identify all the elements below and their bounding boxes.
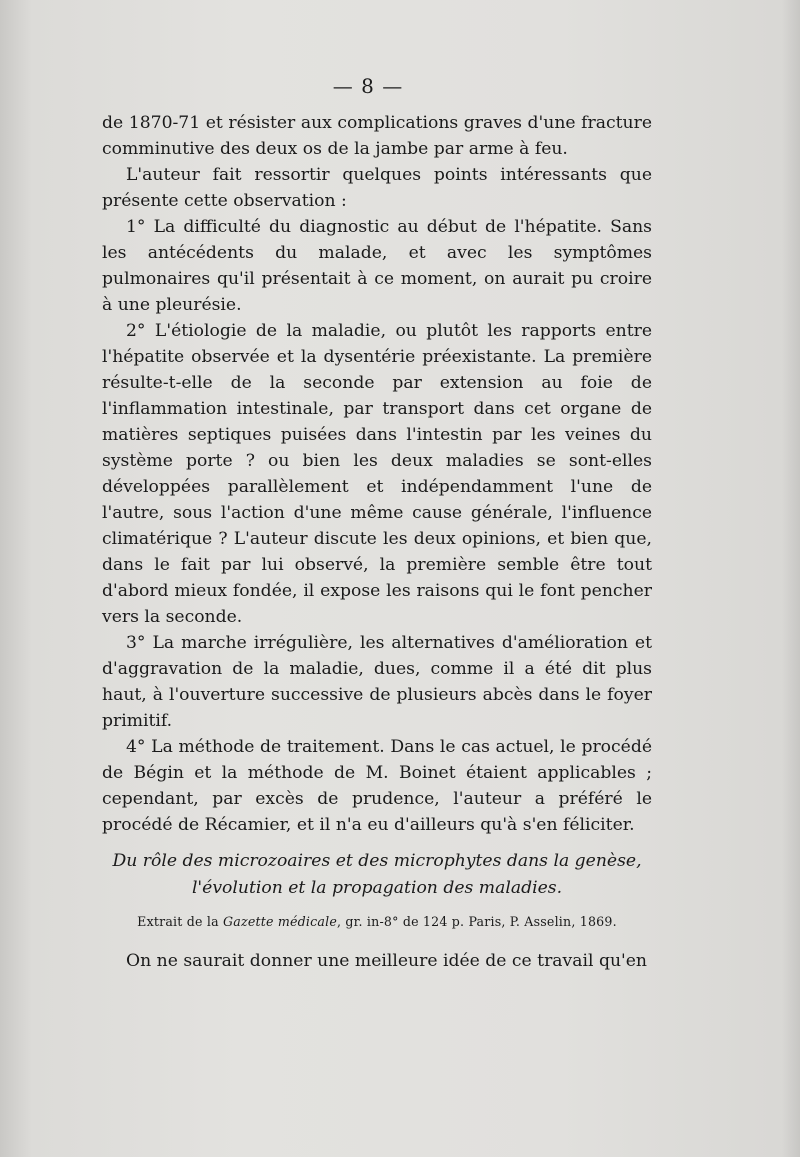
paragraph-intro: L'auteur fait ressortir quelques points intéressants que présente cette observation : — [102, 165, 652, 211]
section-heading-line-2: l'évolution et la propagation des maladies. — [191, 878, 563, 898]
page-edge-shadow — [782, 0, 800, 1157]
section-heading — [102, 848, 652, 902]
page-body — [102, 110, 652, 974]
paragraph-continuation: de 1870-71 et résister aux complications graves d'une fracture comminutive des deux os de la jambe par arme à feu. — [102, 113, 652, 159]
extract-journal: Gazette médicale — [223, 914, 337, 929]
paragraph-point-1: 1° La difficulté du diagnostic au début de l'hépatite. Sans les antécédents du malade, et avec les symptômes pulmonaires qu'il présentait à ce moment, on aurait pu croire à une pleurésie. — [102, 217, 652, 315]
extract-suffix: , gr. in-8° de 124 p. Paris, P. Asselin, 1869. — [337, 914, 617, 929]
section-heading-line-1: Du rôle des microzoaires et des microphytes dans la genèse, — [112, 851, 642, 871]
paragraph-point-4: 4° La méthode de traitement. Dans le cas actuel, le procédé de Bégin et la méthode de M. Boinet étaient applicables ; cependant, par excès de prudence, l'auteur a préféré le procédé de Récamier, et il n'a eu d'ailleurs qu'à s'en féliciter. — [102, 737, 652, 835]
paragraph-point-3: 3° La marche irrégulière, les alternatives d'amélioration et d'aggravation de la maladie, dues, comme il a été dit plus haut, à l'ouverture successive de plusieurs abcès dans le foyer primitif. — [102, 633, 652, 731]
extract-prefix: Extrait de la — [137, 914, 219, 929]
paragraph-point-2: 2° L'étiologie de la maladie, ou plutôt les rapports entre l'hépatite observée et la dysentérie préexistante. La première résulte-t-elle de la seconde par extension au foie de l'inflammation intestinale, par transport dans cet organe de matières septiques puisées dans l'intestin par les veines du système porte ? ou bien les deux maladies se sont-elles développées parallèlement et indépendamment l'une de l'autre, sous l'action d'une même cause générale, l'influence climatérique ? L'auteur discute les deux opinions, et bien que, dans le fait par lui observé, la première semble être tout d'abord mieux fondée, il expose les raisons qui le font pencher vers la seconde. — [102, 321, 652, 627]
page-number: — 8 — — [332, 74, 404, 98]
extract-citation — [102, 912, 652, 932]
paragraph-closing: On ne saurait donner une meilleure idée de ce travail qu'en — [126, 951, 647, 971]
